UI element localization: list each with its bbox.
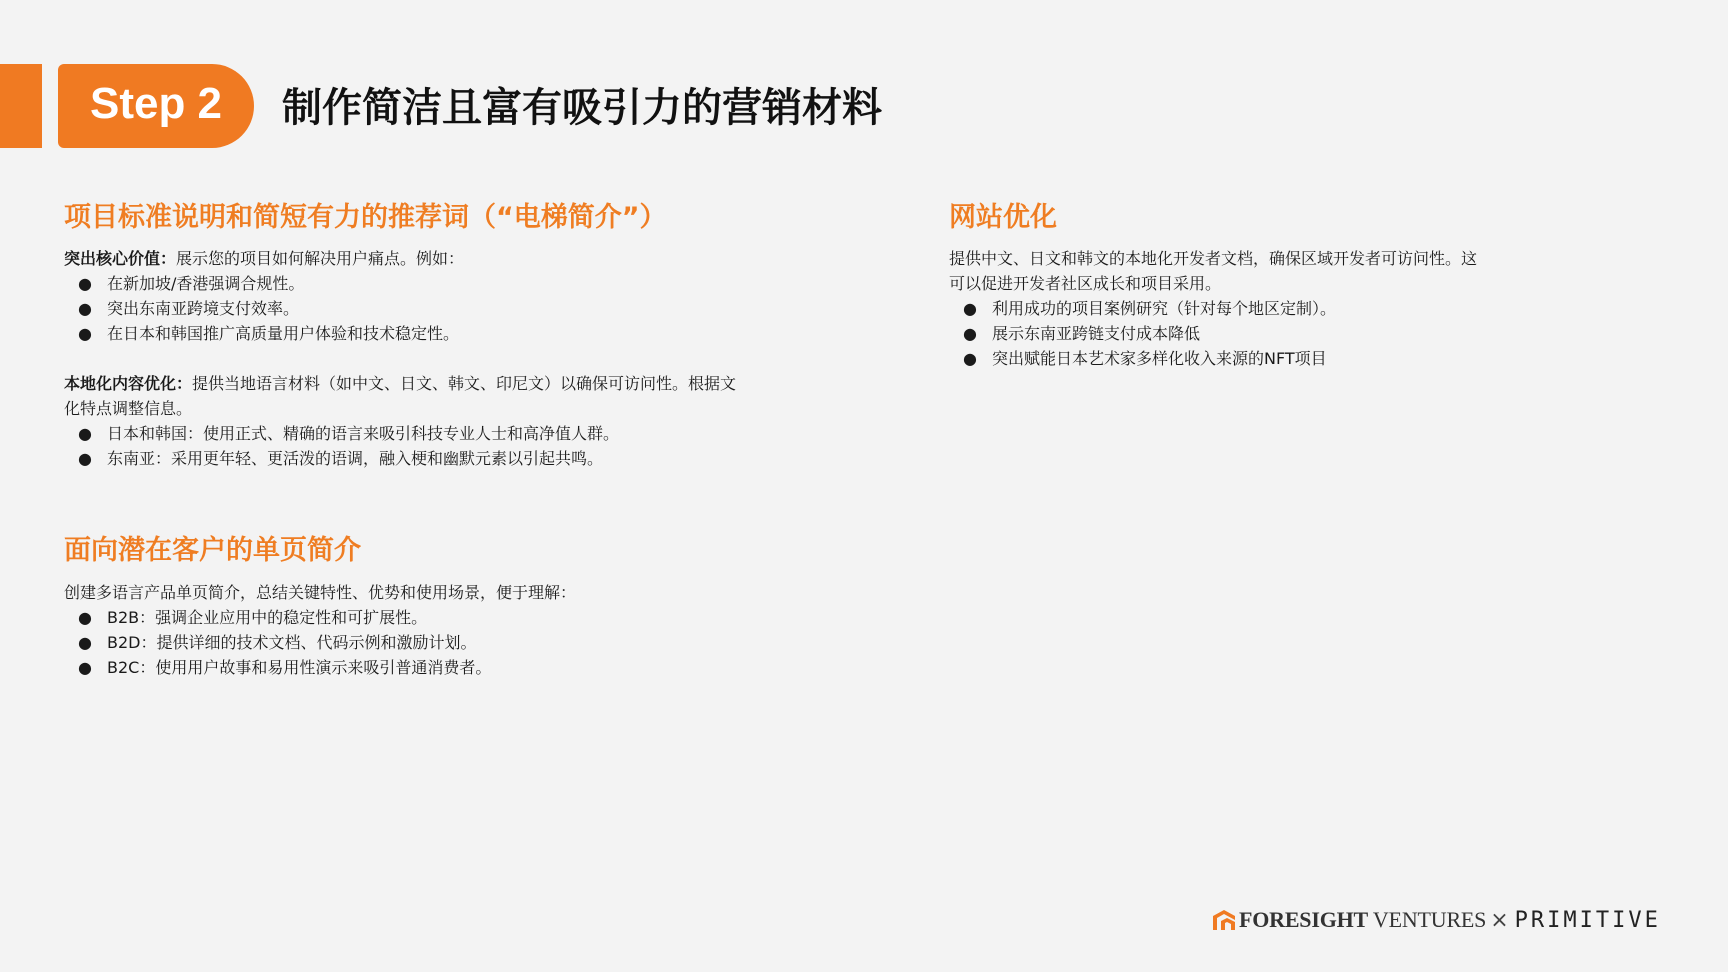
list-item-text: B2C：使用用户故事和易用性演示来吸引普通消费者。 bbox=[107, 658, 492, 677]
website-intro-line1: 提供中文、日文和韩文的本地化开发者文档，确保区域开发者可访问性。这 bbox=[949, 249, 1478, 268]
website-list bbox=[949, 296, 1589, 371]
footer-logo bbox=[1213, 907, 1661, 933]
bullet-icon: ● bbox=[78, 658, 92, 677]
bullet-icon: ● bbox=[78, 274, 92, 293]
localization-text-line2: 化特点调整信息。 bbox=[64, 399, 193, 418]
list-item bbox=[64, 630, 784, 655]
core-value-paragraph bbox=[64, 246, 784, 271]
list-item-text: 利用成功的项目案例研究（针对每个地区定制）。 bbox=[992, 299, 1337, 318]
list-item-text: B2B：强调企业应用中的稳定性和可扩展性。 bbox=[107, 608, 428, 627]
localization-paragraph bbox=[64, 371, 784, 396]
bullet-icon: ● bbox=[963, 299, 977, 318]
step-badge: Step 2 bbox=[58, 64, 254, 148]
bullet-icon: ● bbox=[78, 608, 92, 627]
localization-list bbox=[64, 421, 784, 471]
list-item-text: B2D：提供详细的技术文档、代码示例和激励计划。 bbox=[107, 633, 477, 652]
header-accent-bar bbox=[0, 64, 42, 148]
list-item bbox=[949, 296, 1589, 321]
bullet-icon: ● bbox=[78, 324, 92, 343]
pitch-body bbox=[64, 246, 784, 471]
list-item bbox=[64, 655, 784, 680]
section-title-website: 网站优化 bbox=[949, 202, 1057, 233]
list-item bbox=[64, 271, 784, 296]
list-item-text: 在日本和韩国推广高质量用户体验和技术稳定性。 bbox=[107, 324, 460, 343]
section-title-pitch: 项目标准说明和简短有力的推荐词（“电梯简介”） bbox=[64, 202, 667, 233]
times-symbol: × bbox=[1490, 907, 1509, 933]
localization-text-line1: 提供当地语言材料（如中文、日文、韩文、印尼文）以确保可访问性。根据文 bbox=[192, 374, 737, 393]
onepager-intro: 创建多语言产品单页简介，总结关键特性、优势和使用场景，便于理解： bbox=[64, 583, 577, 602]
list-item-text: 突出赋能日本艺术家多样化收入来源的NFT项目 bbox=[992, 349, 1327, 368]
list-item-text: 展示东南亚跨链支付成本降低 bbox=[992, 324, 1201, 343]
list-item-text: 在新加坡/香港强调合规性。 bbox=[107, 274, 305, 293]
primitive-wordmark: PRIMITIVE bbox=[1514, 907, 1661, 933]
list-item-text: 东南亚：采用更年轻、更活泼的语调，融入梗和幽默元素以引起共鸣。 bbox=[107, 449, 604, 468]
localization-label: 本地化内容优化： bbox=[64, 374, 193, 393]
list-item-text: 日本和韩国：使用正式、精确的语言来吸引科技专业人士和高净值人群。 bbox=[107, 424, 620, 443]
page-title: 制作简洁且富有吸引力的营销材料 bbox=[282, 85, 882, 131]
list-item bbox=[64, 321, 784, 346]
list-item bbox=[64, 605, 784, 630]
bullet-icon: ● bbox=[963, 324, 977, 343]
list-item bbox=[64, 421, 784, 446]
bullet-icon: ● bbox=[78, 299, 92, 318]
bullet-icon: ● bbox=[78, 424, 92, 443]
onepager-list bbox=[64, 605, 784, 680]
list-item bbox=[949, 321, 1589, 346]
bullet-icon: ● bbox=[78, 633, 92, 652]
core-value-label: 突出核心价值： bbox=[64, 249, 177, 268]
onepager-body bbox=[64, 580, 784, 680]
website-intro-line2: 可以促进开发者社区成长和项目采用。 bbox=[949, 274, 1222, 293]
bullet-icon: ● bbox=[78, 449, 92, 468]
list-item bbox=[64, 296, 784, 321]
foresight-wordmark bbox=[1239, 907, 1486, 933]
list-item bbox=[64, 446, 784, 471]
list-item-text: 突出东南亚跨境支付效率。 bbox=[107, 299, 300, 318]
core-value-list bbox=[64, 271, 784, 346]
foresight-logo-icon bbox=[1213, 910, 1235, 930]
brand-light: VENTURES bbox=[1372, 907, 1487, 932]
brand-bold: FORESIGHT bbox=[1239, 907, 1369, 932]
list-item bbox=[949, 346, 1589, 371]
section-title-onepager: 面向潜在客户的单页简介 bbox=[64, 535, 361, 566]
bullet-icon: ● bbox=[963, 349, 977, 368]
core-value-text: 展示您的项目如何解决用户痛点。例如： bbox=[176, 249, 465, 268]
website-body bbox=[949, 246, 1589, 371]
